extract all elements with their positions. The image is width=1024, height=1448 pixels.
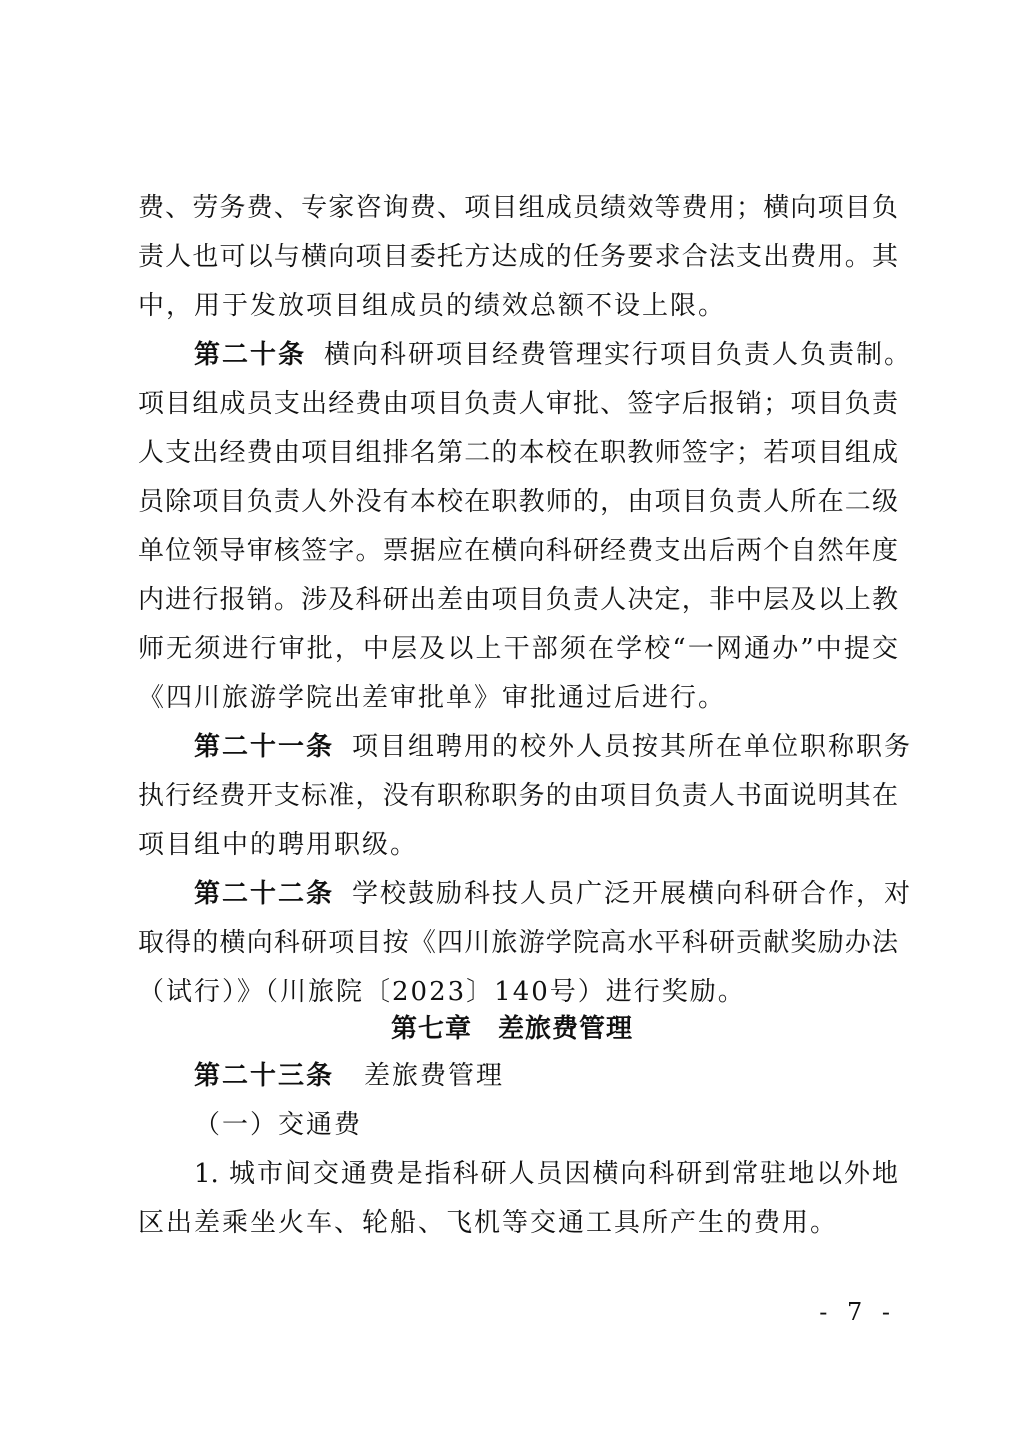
paragraph-line: 员除项目负责人外没有本校在职教师的，由项目负责人所在二级: [138, 487, 898, 517]
article-22-first-line: [138, 870, 913, 919]
article-23-heading: 第二十三条: [194, 1061, 335, 1091]
paragraph-line: （试行）》（川旅院〔2023〕140号）进行奖励。: [138, 977, 746, 1007]
paragraph-line: 内进行报销。涉及科研出差由项目负责人决定，非中层及以上教: [138, 585, 898, 615]
body-text-lower: [138, 1052, 898, 1248]
paragraph-line: 单位领导审核签字。票据应在横向科研经费支出后两个自然年度: [138, 536, 898, 566]
item-1-first-line: 1. 城市间交通费是指科研人员因横向科研到常驻地以外地: [194, 1159, 898, 1189]
paragraph-line: 项目组成员支出经费由项目负责人审批、签字后报销；项目负责: [138, 389, 898, 419]
paragraph-line: 责人也可以与横向项目委托方达成的任务要求合法支出费用。其: [138, 242, 898, 272]
article-22-heading: 第二十二条: [194, 879, 335, 909]
paragraph-line: 项目组中的聘用职级。: [138, 830, 419, 860]
paragraph-line: 师无须进行审批，中层及以上干部须在学校“一网通办”中提交: [138, 634, 898, 664]
article-20-text: 横向科研项目经费管理实行项目负责人负责制。: [324, 340, 913, 370]
article-23-line: [138, 1052, 898, 1101]
chapter-title: 差旅费管理: [498, 1014, 634, 1044]
paragraph-line: 《四川旅游学院出差审批单》审批通过后进行。: [138, 683, 727, 713]
article-20-first-line: [138, 331, 913, 380]
paragraph-line: 取得的横向科研项目按《四川旅游学院高水平科研贡献奖励办法: [138, 928, 898, 958]
article-22-text: 学校鼓励科技人员广泛开展横向科研合作，对: [352, 879, 913, 909]
article-21-text: 项目组聘用的校外人员按其所在单位职称职务: [352, 732, 913, 762]
chapter-number: 第七章: [390, 1014, 472, 1044]
paragraph-line: 人支出经费由项目组排名第二的本校在职教师签字；若项目组成: [138, 438, 898, 468]
article-21-heading: 第二十一条: [194, 732, 335, 762]
paragraph-line: 执行经费开支标准，没有职称职务的由项目负责人书面说明其在: [138, 781, 898, 811]
chapter-heading: [0, 1006, 1024, 1052]
paragraph-line: 区出差乘坐火车、轮船、飞机等交通工具所产生的费用。: [138, 1208, 839, 1238]
paragraph-line: 费、劳务费、专家咨询费、项目组成员绩效等费用；横向项目负: [138, 193, 898, 223]
article-21-first-line: [138, 723, 913, 772]
article-20-heading: 第二十条: [194, 340, 307, 370]
paragraph-line: 中，用于发放项目组成员的绩效总额不设上限。: [138, 291, 727, 321]
page-number: - 7 -: [819, 1298, 896, 1326]
subsection-heading: （一）交通费: [194, 1110, 363, 1140]
article-23-text: 差旅费管理: [364, 1061, 505, 1091]
body-text-upper: [138, 184, 913, 1017]
